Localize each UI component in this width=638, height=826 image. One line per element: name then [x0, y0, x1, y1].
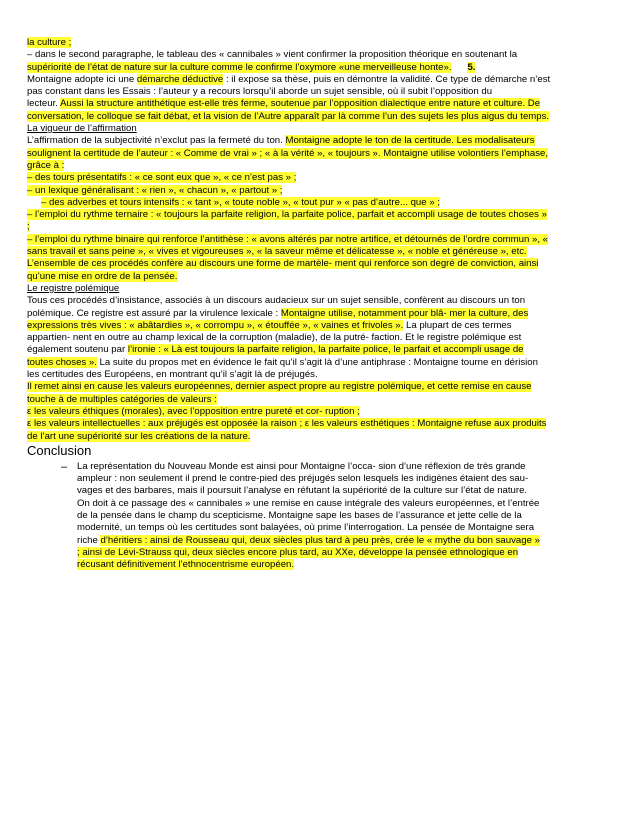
highlighted-text: toutes choses ». — [27, 356, 97, 368]
text-line: L’affirmation de la subjectivité n’exclut pas la fermeté du ton. Montaigne adopte le ton de la certitude. Les modalisateurs — [27, 135, 535, 147]
text-line — [27, 160, 615, 172]
highlighted-text: Il remet ainsi en cause les valeurs européennes, dernier aspect propre au registre polémique, et cette remise en cause — [27, 381, 532, 393]
text-line — [77, 559, 615, 571]
text-line: Tous ces procédés d’insistance, associés à un discours audacieux sur un sujet sensible, confèrent au discours un ton — [27, 295, 526, 307]
text-line — [27, 418, 615, 430]
highlighted-text: L’ensemble de ces procédés confère au discours une forme de martèle- ment qui renforce son degré de conviction, ainsi — [27, 258, 539, 270]
text-line: appartien- nent en outre au champ lexical de la corruption (maladie), de la putré- faction. Et le registre polémique est — [27, 332, 522, 344]
text-line: de la pensée dans le champ du scepticisme. Montaigne sape les bases de l’assurance et jette celle de la — [77, 509, 522, 521]
text-line — [27, 148, 615, 160]
text-line: vages et des barbares, mais il poursuit l’analyse en réfutant la supériorité de la culture sur l’état de nature. — [77, 485, 528, 497]
text-line: expressions très vives : « abâtardies », « corrompu », « étouffée », « vaines et frivoles ». La plupart de ces termes — [27, 319, 512, 331]
highlighted-text: ; ainsi de Lévi-Strauss qui, deux siècles encore plus tard, au XXe, développe la pensée ethnologique en — [77, 546, 519, 558]
conclusion-paragraph — [27, 461, 615, 572]
document-page — [27, 37, 615, 571]
subheading-affirmation: La vigueur de l’affirmation — [27, 123, 137, 135]
text-line: lecteur. Aussi la structure antithétique est-elle très ferme, soutenue par l’opposition dialectique entre nature et culture. De — [27, 98, 541, 110]
conclusion-text — [27, 461, 615, 572]
text-line — [27, 381, 615, 393]
highlighted-text: ε les valeurs éthiques (morales), avec l’opposition entre pureté et cor- ruption ; — [27, 405, 360, 417]
text-line — [27, 406, 615, 418]
highlighted-text: la culture ; — [27, 37, 72, 48]
text-line: pas constant dans les Essais : l’auteur y a recours lorsqu’il aborde un sujet sensible, où il subit l’opposition du — [27, 86, 493, 98]
text-line — [27, 258, 615, 270]
conclusion-heading: Conclusion — [27, 442, 92, 458]
text-line — [27, 62, 615, 74]
text-line — [27, 246, 615, 258]
text-line — [27, 209, 615, 221]
text-line: modernité, un temps où les certitudes sont balayées, où prime l’interrogation. La pensée de Montaigne sera — [77, 522, 535, 534]
highlighted-text: supériorité de l’état de nature sur la culture comme le confirme l’oxymore «une merveilleuse honte». — [27, 61, 452, 73]
highlighted-text: démarche déductive — [136, 73, 224, 85]
text-line: On doit à ce passage des « cannibales » une remise en cause intégrale des valeurs européennes, et l’entrée — [77, 497, 540, 509]
text-line — [27, 197, 615, 209]
highlighted-text: Montaigne utilise, notamment pour blâ- mer la culture, des — [280, 307, 529, 319]
text-line — [77, 547, 615, 559]
text-line — [27, 221, 615, 233]
bullet-dash: – — [61, 460, 68, 473]
highlighted-text: soulignent la certitude de l’auteur : « Comme de vrai » ; « à la vérité », « toujours ». Montaigne utilise volontiers l’emphase, — [27, 147, 549, 159]
highlighted-text: – des adverbes et tours intensifs : « tant », « toute noble », « tout pur » « pas d’autre... que » ; — [41, 196, 440, 208]
highlighted-text: – l’emploi du rythme binaire qui renforce l’antithèse : « avons altérés par notre artifice, et détournés de l’ordre commun », « — [27, 233, 548, 245]
highlighted-text: sans travail et sans peine », « vives et vigoureuses », « la saveur même et délicatesse », « noble et généreuse », etc. — [27, 246, 527, 258]
highlighted-text: qu’une mise en ordre de la pensée. — [27, 270, 178, 282]
highlighted-text: expressions très vives : « abâtardies », « corrompu », « étouffée », « vaines et frivoles ». — [27, 319, 404, 331]
highlighted-text: touche à de multiples catégories de valeurs : — [27, 393, 217, 405]
highlighted-text: – des tours présentatifs : « ce sont eux que », « ce n’est pas » ; — [27, 172, 297, 184]
text-line: également soutenu par l’ironie : « Là est toujours la parfaite religion, la parfaite police, le parfait et accompli usage de — [27, 344, 524, 356]
highlighted-text: Montaigne adopte le ton de la certitude. Les modalisateurs — [285, 135, 535, 147]
text-line — [27, 394, 615, 406]
text-line: La représentation du Nouveau Monde est ainsi pour Montaigne l’occa- sion d’une réflexion de très grande — [77, 460, 526, 472]
text-line: – dans le second paragraphe, le tableau des « cannibales » vient confirmer la proposition théorique en soutenant la — [27, 49, 518, 61]
subheading-polemique: Le registre polémique — [27, 282, 120, 294]
text-line — [27, 234, 615, 246]
section-number: 5. — [467, 61, 476, 73]
text-line: riche d’héritiers : ainsi de Rousseau qui, deux siècles plus tard à peu près, crée le « mythe du bon sauvage » — [77, 534, 540, 546]
highlighted-text: ; — [27, 221, 30, 233]
highlighted-text: ε les valeurs intellectuelles : aux préjugés est opposée la raison ; ε les valeurs esthétiques : Montaigne refuse aux produits — [27, 418, 547, 430]
highlighted-text: l’ironie : « Là est toujours la parfaite religion, la parfaite police, le parfait et accompli usage de — [127, 344, 524, 356]
highlighted-text: – un lexique généralisant : « rien », « chacun », « partout » ; — [27, 184, 283, 196]
text-line — [27, 431, 615, 443]
text-line — [27, 37, 615, 49]
text-line — [27, 271, 615, 283]
text-line: Montaigne adopte ici une démarche déductive : il expose sa thèse, puis en démontre la validité. Ce type de démarche n’est — [27, 73, 551, 85]
highlighted-text: d’héritiers : ainsi de Rousseau qui, deux siècles plus tard à peu près, crée le « mythe du bon sauvage » — [100, 534, 540, 546]
highlighted-text: récusant définitivement l’ethnocentrisme européen. — [77, 559, 295, 571]
text-line — [27, 172, 615, 184]
text-line: toutes choses ». La suite du propos met en évidence le fait qu’il s’agit là d’une antiphrase : Montaigne tourne en dérision — [27, 356, 538, 368]
text-line: ampleur : non seulement il prend le contre-pied des préjugés selon lesquels les indigènes étaient des sau- — [77, 473, 529, 485]
text-line — [27, 185, 615, 197]
highlighted-text: Aussi la structure antithétique est-elle très ferme, soutenue par l’opposition dialectique entre nature et culture. De — [60, 98, 541, 110]
highlighted-text: de l’art une supériorité sur les créations de la nature. — [27, 430, 251, 442]
text-line: les certitudes des Européens, en montrant qu’il s’agit là de préjugés. — [27, 369, 318, 381]
highlighted-text: grâce à : — [27, 159, 65, 171]
highlighted-text: conversation, le colloque se fait débat, et la vision de l’Autre apparaît par là comme l’un des sujets les plus aigus du temps. — [27, 110, 550, 122]
text-line: polémique. Ce registre est assuré par la virulence lexicale : Montaigne utilise, notamment pour blâ- mer la culture, des — [27, 307, 529, 319]
text-line — [27, 111, 615, 123]
highlighted-text: – l’emploi du rythme ternaire : « toujours la parfaite religion, la parfaite police, parfait et accompli usage de toutes choses » — [27, 209, 547, 221]
